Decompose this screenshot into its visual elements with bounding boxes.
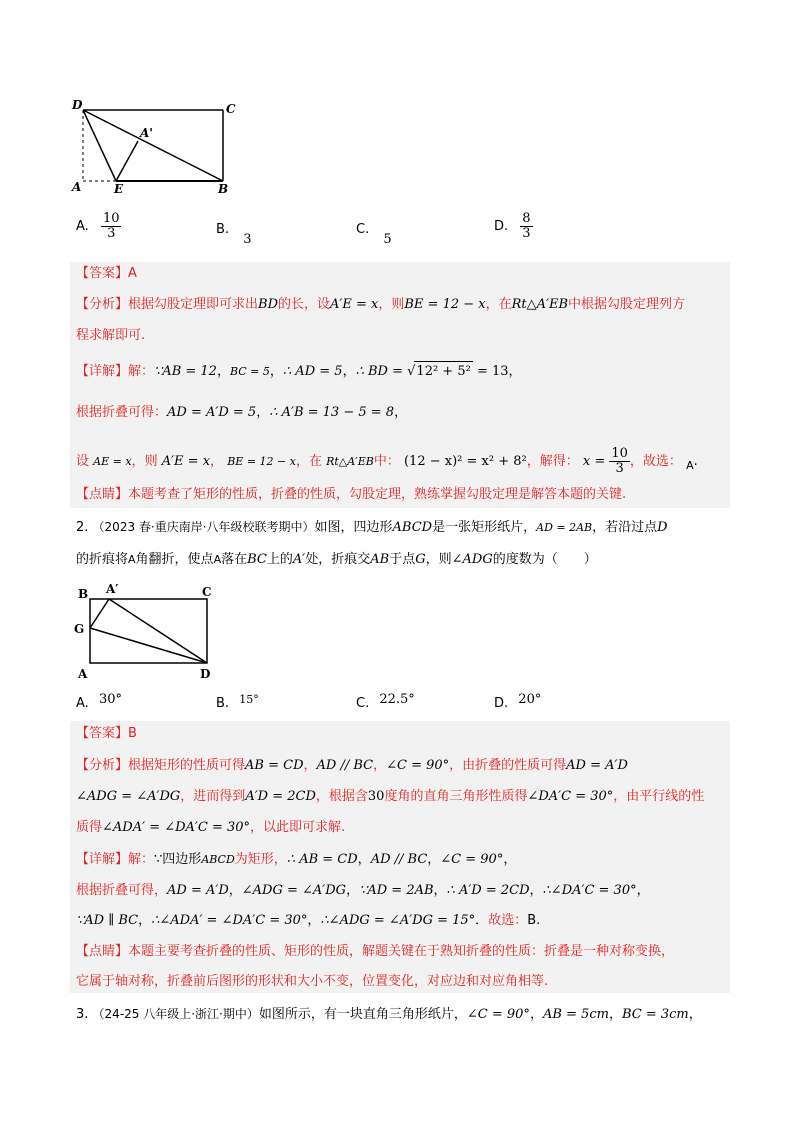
text: 本题主要考查折叠的性质、矩形的性质，解题关键在于熟知折叠的性质：折叠是一种对称变换，: [128, 944, 675, 959]
q2-label-a: A: [78, 667, 88, 681]
math: ∴ A′B = 13 − 5 = 8: [269, 405, 395, 420]
text: 为矩形，: [234, 852, 287, 867]
math: A′: [292, 552, 306, 567]
math: ∠C = 90°: [386, 758, 450, 773]
q2-label-aprime: A′: [106, 582, 119, 596]
math: AD = 2AB: [536, 521, 593, 534]
math: ∵AB = 12: [154, 364, 217, 379]
math: ∴ AD = 5: [282, 364, 343, 379]
text: 质得: [76, 820, 103, 835]
text: ∵四边形: [154, 852, 202, 867]
text: .: [536, 913, 541, 928]
q2-label-g: G: [74, 622, 85, 636]
math: AD // BC: [316, 758, 374, 773]
math: ∠DA′C = 30°: [527, 789, 614, 804]
option-value: 20°: [518, 692, 542, 707]
option-letter: A.: [76, 696, 89, 711]
q2-figure: [66, 580, 226, 684]
text: 设: [76, 454, 90, 469]
q2-detail-line1: 【详解】解：∵四边形ABCD为矩形，∴ AB = CD，AD // BC，∠C = 90°，: [76, 852, 517, 867]
text: 处，折痕交: [305, 552, 371, 567]
q1-label-aprime: A': [140, 126, 153, 140]
math: BC: [247, 552, 267, 567]
question-number: 2.: [76, 520, 89, 535]
option-letter: D.: [494, 696, 509, 711]
q1-option-d: [494, 212, 533, 241]
text: 中：: [373, 454, 400, 469]
text: ，: [529, 1007, 543, 1022]
q1-answer: [76, 264, 137, 284]
q2-option-a: [76, 692, 122, 711]
frac-den: 3: [522, 226, 531, 241]
q1-detail-line1: 【详解】解：∵AB = 12，BC = 5，∴ AD = 5，∴ BD = √12² + 5² = 13，: [76, 361, 522, 382]
text: ，进而得到: [180, 789, 246, 804]
text: ，在: [485, 297, 512, 312]
text: ，: [688, 1007, 702, 1022]
text: 如图所示，有一块直角三角形纸片，: [258, 1007, 467, 1022]
q2-stem-line1: [76, 517, 668, 538]
answer-value: A: [128, 266, 137, 281]
q2-option-b: [216, 693, 259, 711]
math: AD = A′D: [566, 758, 628, 773]
comment-tag: 【点睛】: [76, 487, 129, 502]
q2-analysis-line1: 【分析】根据矩形的性质可得AB = CD，AD // BC，∠C = 90°，由折叠的性质可得AD = A′D: [76, 758, 628, 773]
math: ∴ A′D = 2CD: [446, 883, 530, 898]
option-value: 30°: [98, 692, 122, 707]
answer-tag: 【答案】: [76, 726, 129, 741]
math: ∠C = 90°: [466, 1007, 530, 1022]
math: ∴∠DA′C = 30°: [542, 883, 637, 898]
math: ∴∠ADA′ = ∠DA′C = 30°: [151, 913, 308, 928]
q1-comment: [76, 485, 626, 505]
q1-option-c: [356, 222, 392, 247]
math: BE = 12 − x: [227, 455, 296, 468]
text: 故选：: [488, 913, 528, 928]
option-letter: C.: [356, 696, 370, 711]
analysis-tag: 【分析】: [76, 758, 129, 773]
math: AB = CD: [245, 758, 304, 773]
choice: B: [527, 913, 537, 928]
math: AE = x: [93, 455, 132, 468]
text: 落在: [221, 552, 248, 567]
text: ，故选：: [629, 454, 682, 469]
frac-num: 10: [102, 211, 120, 226]
math: BC = 5: [229, 365, 270, 378]
text: ，由平行线的性: [613, 789, 705, 804]
q1-label-d: D: [72, 98, 83, 112]
text: 它属于轴对称，折叠前后图形的形状和大小不变，位置变化，对应边和对应角相等.: [76, 974, 549, 989]
text: 根据矩形的性质可得: [128, 758, 246, 773]
q1-label-e: E: [114, 182, 124, 195]
q2-analysis-line3: [76, 818, 345, 838]
math: ∴ AB = CD: [286, 852, 358, 867]
text: ，则: [425, 552, 452, 567]
text: 解：: [128, 852, 155, 867]
frac-num: 8: [522, 211, 531, 226]
math: 12² + 5²: [414, 361, 472, 382]
q1-label-c: C: [226, 102, 236, 116]
option-value: 15°: [239, 693, 259, 706]
q2-label-c: C: [202, 585, 212, 599]
math: Rt△A′EB: [511, 297, 569, 312]
math: G: [415, 552, 426, 567]
q2-comment-line1: [76, 942, 674, 962]
detail-tag: 【详解】: [76, 364, 129, 379]
text: 上的: [266, 552, 293, 567]
q1-label-b: B: [218, 182, 229, 195]
text: ，根据含: [315, 789, 368, 804]
text: 则: [144, 454, 158, 469]
option-value: 22.5°: [379, 692, 415, 707]
choice: A: [686, 459, 694, 472]
q1-detail-line3: 设 AE = x，则 A′E = x， BE = 12 − x，在 Rt△A′EB中： (12 − x)² = x² + 8²，解得： x = $\frac{10}{3}$ ，故选： $_A$.: [76, 446, 698, 476]
math: D: [657, 520, 668, 535]
frac-den: 3: [615, 461, 624, 476]
question-source: （24-25 八年级上·浙江·期中）: [92, 1007, 259, 1021]
math: = 13: [472, 364, 509, 379]
q1-option-b: [216, 222, 252, 247]
text: 解：: [128, 364, 155, 379]
q2-detail-line3: ∵AD ∥ BC，∴∠ADA′ = ∠DA′C = 30°，∴∠ADG = ∠A′DG = 15°．故选：B.: [76, 913, 541, 928]
math: AD = A′D: [167, 883, 229, 898]
math: A′E = x: [161, 454, 211, 469]
q2-option-d: [494, 692, 542, 711]
math: ∴∠ADG = ∠A′DG = 15°: [320, 913, 476, 928]
q2-label-d: D: [200, 667, 211, 681]
math: A: [213, 553, 222, 566]
math: BD: [258, 297, 279, 312]
text: ，则: [378, 297, 405, 312]
text: 根据勾股定理即可求出: [128, 297, 259, 312]
option-value: 5: [383, 232, 392, 247]
q3-stem-line1: [76, 1004, 702, 1025]
q1-analysis-line1: [76, 295, 685, 315]
text: 根据折叠可得：: [76, 405, 168, 420]
math: A′E = x: [330, 297, 379, 312]
text: 的长，设: [278, 297, 331, 312]
q1-analysis-line2: [76, 326, 145, 346]
math: ABCD: [201, 853, 235, 866]
q2-detail-line2: 根据折叠可得，AD = A′D，∠ADG = ∠A′DG，∵AD = 2AB，∴ A′D = 2CD，∴∠DA′C = 30°，: [76, 883, 650, 898]
text: 的度数为（ ）: [492, 552, 597, 567]
math: 30: [367, 789, 385, 804]
math: ∵AD ∥ BC: [76, 913, 139, 928]
frac-num: 10: [611, 446, 628, 461]
text: 在: [308, 454, 322, 469]
analysis-tag: 【分析】: [76, 297, 129, 312]
text: ，若沿过点: [592, 520, 658, 535]
q2-stem-line2: [76, 550, 597, 570]
math: BE = 12 − x: [404, 297, 486, 312]
math: ∠ADG = ∠A′DG: [76, 789, 181, 804]
text: .: [693, 454, 698, 469]
math: ∠ADG = ∠A′DG: [241, 883, 347, 898]
text: 本题考查了矩形的性质，折叠的性质，勾股定理，熟练掌握勾股定理是解答本题的关键.: [128, 487, 627, 502]
math: ABCD: [392, 520, 433, 535]
math: ∠C = 90°: [440, 852, 504, 867]
math: ∠ADA′ = ∠DA′C = 30°: [102, 820, 251, 835]
math: BC = 3cm: [621, 1007, 689, 1022]
text: 于点: [389, 552, 416, 567]
math: ∠ADG: [451, 552, 493, 567]
text: ，: [608, 1007, 622, 1022]
comment-tag: 【点睛】: [76, 944, 129, 959]
answer-tag: 【答案】: [76, 266, 129, 281]
detail-tag: 【详解】: [76, 852, 129, 867]
q2-answer: [76, 724, 137, 744]
question-source: （2023 春·重庆南岸·八年级校联考期中）: [92, 520, 315, 534]
option-letter: B.: [216, 696, 230, 711]
q1-label-a: A: [72, 180, 82, 194]
frac-den: 3: [107, 226, 116, 241]
q2-analysis-line2: [76, 787, 704, 807]
option-letter: C.: [356, 222, 370, 237]
text: ，解得：: [526, 454, 579, 469]
math: Rt△A′EB: [326, 455, 374, 468]
math: AB: [370, 552, 390, 567]
math: A′D = 2CD: [245, 789, 316, 804]
q1-figure: [66, 95, 246, 195]
q2-option-c: [356, 692, 415, 711]
text: ，以此即可求解.: [250, 820, 346, 835]
math: x =: [582, 454, 610, 469]
option-value: 3: [243, 232, 252, 247]
text: 中根据勾股定理列方: [568, 297, 686, 312]
math: AD // BC: [370, 852, 428, 867]
math: ∵AD = 2AB: [359, 883, 434, 898]
option-letter: B.: [216, 222, 230, 237]
math: AB = 5cm: [542, 1007, 609, 1022]
text: 程求解即可.: [76, 328, 146, 343]
text: 如图，四边形: [314, 520, 393, 535]
text: 根据折叠可得，: [76, 883, 168, 898]
q2-comment-line2: [76, 972, 548, 992]
text: 是一张矩形纸片，: [432, 520, 537, 535]
option-letter: D.: [494, 219, 509, 234]
text: 的折痕将: [76, 552, 129, 567]
math: (12 − x)² = x² + 8²: [403, 454, 527, 469]
math: AD = A′D = 5: [167, 405, 257, 420]
q2-label-b: B: [78, 587, 89, 601]
option-letter: A.: [76, 219, 89, 234]
answer-value: B: [128, 726, 137, 741]
math: A: [128, 553, 136, 566]
text: 角翻折，使点: [135, 552, 214, 567]
text: ，由折叠的性质可得: [449, 758, 567, 773]
text: 度角的直角三角形性质得: [384, 789, 528, 804]
math: ∴ BD =: [355, 364, 408, 379]
q1-detail-line2: 根据折叠可得：AD = A′D = 5，∴ A′B = 13 − 5 = 8，: [76, 405, 408, 420]
question-number: 3.: [76, 1007, 89, 1022]
q1-option-a: [76, 212, 121, 241]
